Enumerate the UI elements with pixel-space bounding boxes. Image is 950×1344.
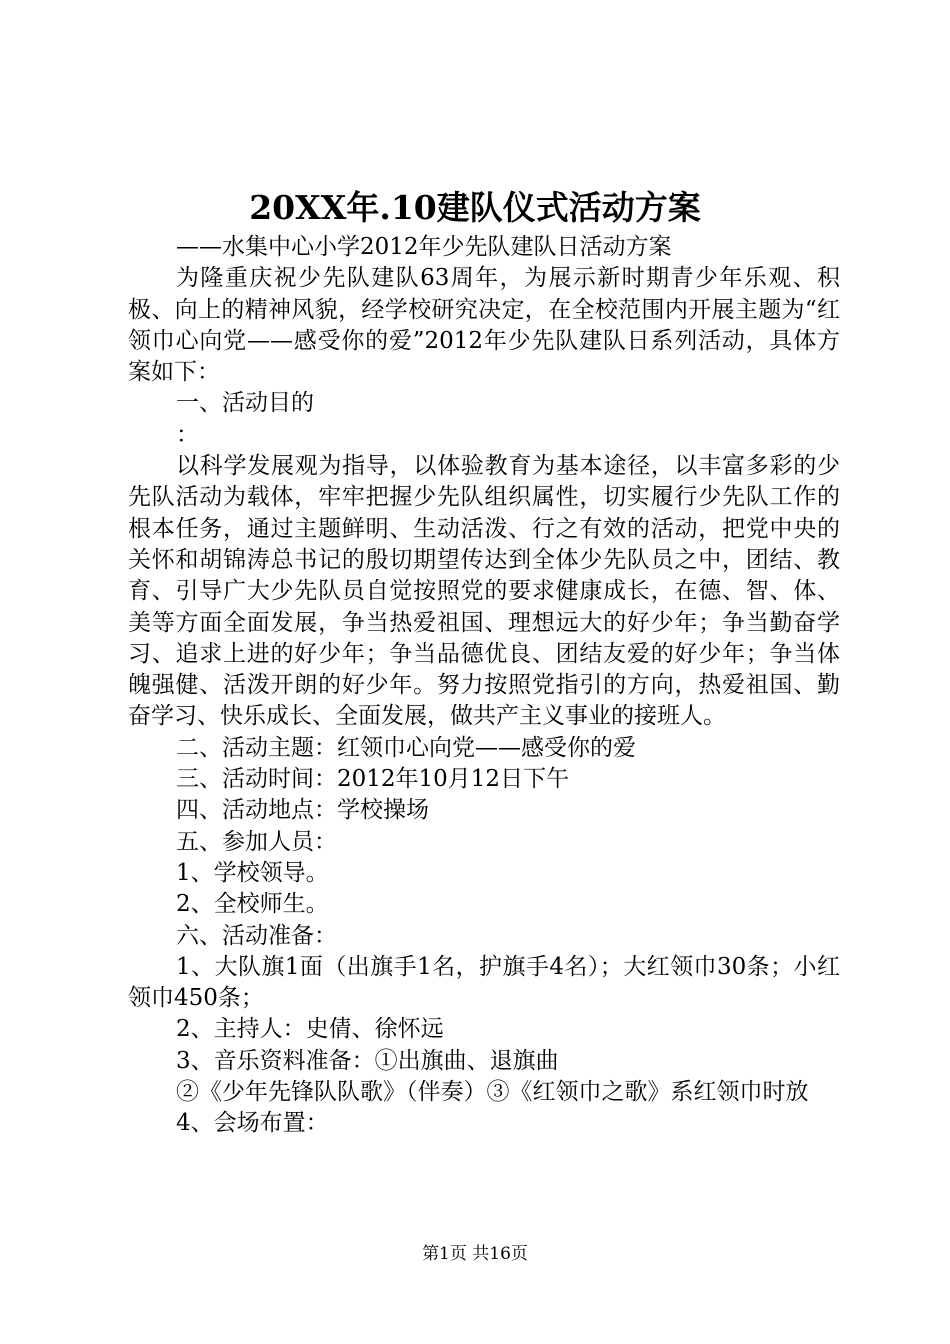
item-participants-1: 1、学校领导。 [176, 859, 329, 886]
subtitle: ——水集中心小学2012年少先队建队日活动方案 [176, 234, 672, 260]
item-preparation-4: 4、会场布置： [176, 1110, 329, 1137]
item-preparation-3: 3、音乐资料准备：①出旗曲、退旗曲 [176, 1047, 559, 1074]
paragraph-colon: ： [176, 421, 199, 448]
page-footer: 第1页 共16页 [422, 1244, 528, 1264]
item-preparation-2: 2、主持人：史倩、徐怀远 [176, 1016, 444, 1043]
item-preparation-1: 1、大队旗1面（出旗手1名，护旗手4名）；大红领巾30条；小红领巾450条； [128, 953, 840, 1012]
item-participants: 五、参加人员： [176, 828, 337, 855]
heading-purpose: 一、活动目的 [176, 390, 314, 417]
item-participants-2: 2、全校师生。 [176, 891, 329, 918]
item-time: 三、活动时间：2012年10月12日下午 [176, 766, 570, 793]
paragraph-purpose-text: 以科学发展观为指导，以体验教育为基本途径，以丰富多彩的少先队活动为载体，牢牢把握少先队组织属性，切实履行少先队工作的根本任务，通过主题鲜明、生动活泼、行之有效的活动，把党中央的关怀和胡锦涛总书记的殷切期望传达到全体少先队员之中，团结、教育、引导广大少先队员自觉按照党的要求健康成长，在德、智、体、美等方面全面发展，争当热爱祖国、理想远大的好少年；争当勤奋学习、追求上进的好少年；争当品德优良、团结友爱的好少年；争当体魄强健、活泼开朗的好少年。努力按照党指引的方向，热爱祖国、勤奋学习、快乐成长、全面发展，做共产主义事业的接班人。 [128, 453, 840, 730]
document-body [128, 232, 840, 1140]
paragraph-intro: 为隆重庆祝少先队建队63周年，为展示新时期青少年乐观、积极、向上的精神风貌，经学校研究决定，在全校范围内开展主题为“红领巾心向党——感受你的爱”2012年少先队建队日系列活动，具体方案如下： [128, 265, 840, 386]
item-preparation-3-cont: ②《少年先锋队队歌》（伴奏）③《红领巾之歌》系红领巾时放 [176, 1079, 809, 1106]
item-location: 四、活动地点：学校操场 [176, 797, 429, 824]
page-title: 20XX年.10建队仪式活动方案 [249, 188, 701, 227]
item-preparation: 六、活动准备： [176, 922, 337, 949]
item-theme: 二、活动主题：红领巾心向党——感受你的爱 [176, 734, 636, 761]
